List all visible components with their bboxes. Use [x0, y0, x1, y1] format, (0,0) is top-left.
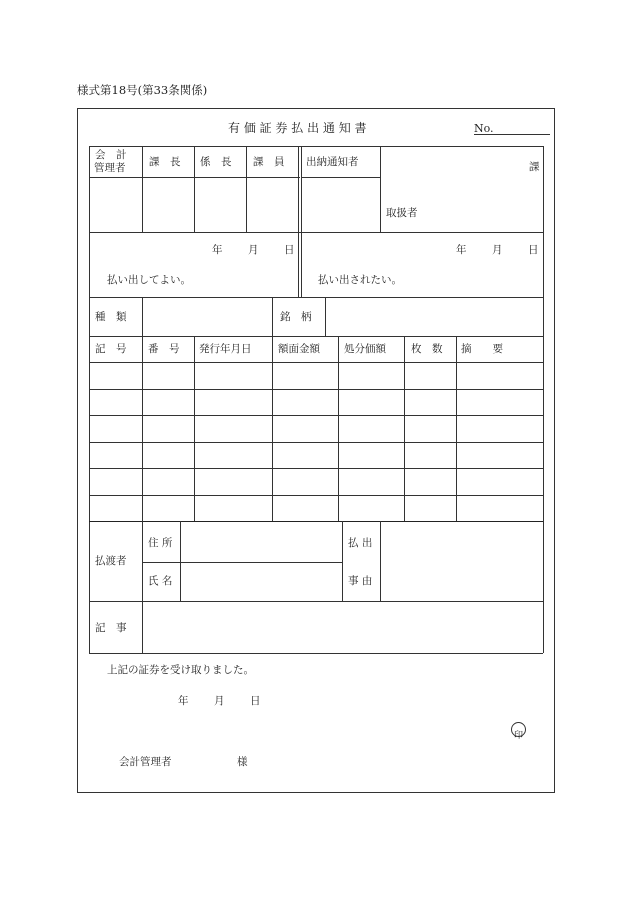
- reason-label-line1: 払 出: [348, 537, 373, 549]
- receipt-date-year: 年: [178, 695, 189, 707]
- col-symbol: 記 号: [95, 343, 127, 355]
- col-summary: 摘 要: [461, 343, 503, 355]
- hline-row-1: [89, 389, 543, 390]
- recipient-label: 会計管理者: [119, 756, 172, 768]
- staff-label: 課 員: [253, 156, 285, 168]
- payee-name-label: 氏 名: [148, 575, 173, 587]
- hline-row-2: [89, 415, 543, 416]
- vline-approval-4: [298, 146, 299, 297]
- right-date-day: 日: [528, 244, 539, 256]
- accountant-label-line1: 会 計: [95, 149, 127, 161]
- col-issue-date: 発行年月日: [199, 343, 252, 355]
- vline-col-4: [338, 336, 339, 521]
- notifier-label: 出納通知者: [306, 156, 359, 168]
- left-date-month: 月: [248, 244, 259, 256]
- remarks-label: 記 事: [95, 622, 127, 634]
- hline-top: [89, 146, 543, 147]
- vline-approval-3: [246, 146, 247, 232]
- hline-payee-mid: [142, 562, 342, 563]
- left-statement: 払い出してよい。: [107, 274, 191, 286]
- vline-type-2: [272, 297, 273, 336]
- left-date-day: 日: [284, 244, 295, 256]
- department-suffix: 課: [529, 161, 540, 173]
- vline-approval-2: [194, 146, 195, 232]
- hline-remarks-bottom: [89, 653, 543, 654]
- payee-address-label: 住 所: [148, 537, 173, 549]
- hline-columns-head: [89, 362, 543, 363]
- vline-col-2: [194, 336, 195, 521]
- right-statement: 払い出されたい。: [318, 274, 402, 286]
- subsection-chief-label: 係 長: [200, 156, 232, 168]
- table-right-border: [543, 146, 544, 653]
- accountant-label-line2: 管理者: [94, 162, 126, 174]
- hline-table-bottom: [89, 521, 543, 522]
- reason-label-line2: 事 由: [348, 575, 373, 587]
- left-date-year: 年: [212, 244, 223, 256]
- vline-payee-1: [142, 521, 143, 601]
- vline-approval-1: [142, 146, 143, 232]
- right-date-year: 年: [456, 244, 467, 256]
- form-outer-border: [77, 108, 555, 793]
- hline-approval-bottom: [89, 232, 543, 233]
- vline-payee-3: [342, 521, 343, 601]
- hline-row-5: [89, 495, 543, 496]
- hline-payee-bottom: [89, 601, 543, 602]
- vline-col-6: [456, 336, 457, 521]
- vline-approval-5: [301, 146, 302, 297]
- vline-payee-4: [380, 521, 381, 601]
- no-label: No.: [474, 122, 494, 135]
- no-underline: [474, 134, 550, 135]
- hline-type-bottom: [89, 336, 543, 337]
- hline-notifier-head: [301, 177, 380, 178]
- vline-col-3: [272, 336, 273, 521]
- hline-row-3: [89, 442, 543, 443]
- col-disposal-value: 処分価額: [344, 343, 386, 355]
- hline-row-4: [89, 468, 543, 469]
- section-chief-label: 課 長: [149, 156, 181, 168]
- table-left-border: [89, 146, 90, 653]
- receipt-date-month: 月: [214, 695, 225, 707]
- type-label: 種 類: [95, 311, 127, 323]
- vline-col-5: [404, 336, 405, 521]
- brand-label: 銘 柄: [280, 311, 312, 323]
- seal-text: 印: [513, 731, 523, 741]
- vline-type-3: [325, 297, 326, 336]
- col-number: 番 号: [148, 343, 180, 355]
- vline-approval-6: [380, 146, 381, 232]
- hline-date-bottom: [89, 297, 543, 298]
- vline-type-1: [142, 297, 143, 336]
- receipt-statement: 上記の証券を受け取りました。: [107, 664, 254, 676]
- vline-col-1: [142, 336, 143, 521]
- seal-mark: [511, 722, 526, 741]
- form-title: 有 価 証 券 払 出 通 知 書: [228, 121, 367, 135]
- right-date-month: 月: [492, 244, 503, 256]
- vline-remarks: [142, 601, 143, 653]
- col-face-value: 額面金額: [278, 343, 320, 355]
- receipt-date-day: 日: [250, 695, 261, 707]
- form-number: 様式第18号(第33条関係): [77, 83, 208, 97]
- col-count: 枚 数: [411, 343, 443, 355]
- payee-label: 払渡者: [95, 555, 127, 567]
- handler-label: 取扱者: [386, 207, 418, 219]
- vline-payee-2: [180, 521, 181, 601]
- recipient-honorific: 様: [237, 756, 248, 768]
